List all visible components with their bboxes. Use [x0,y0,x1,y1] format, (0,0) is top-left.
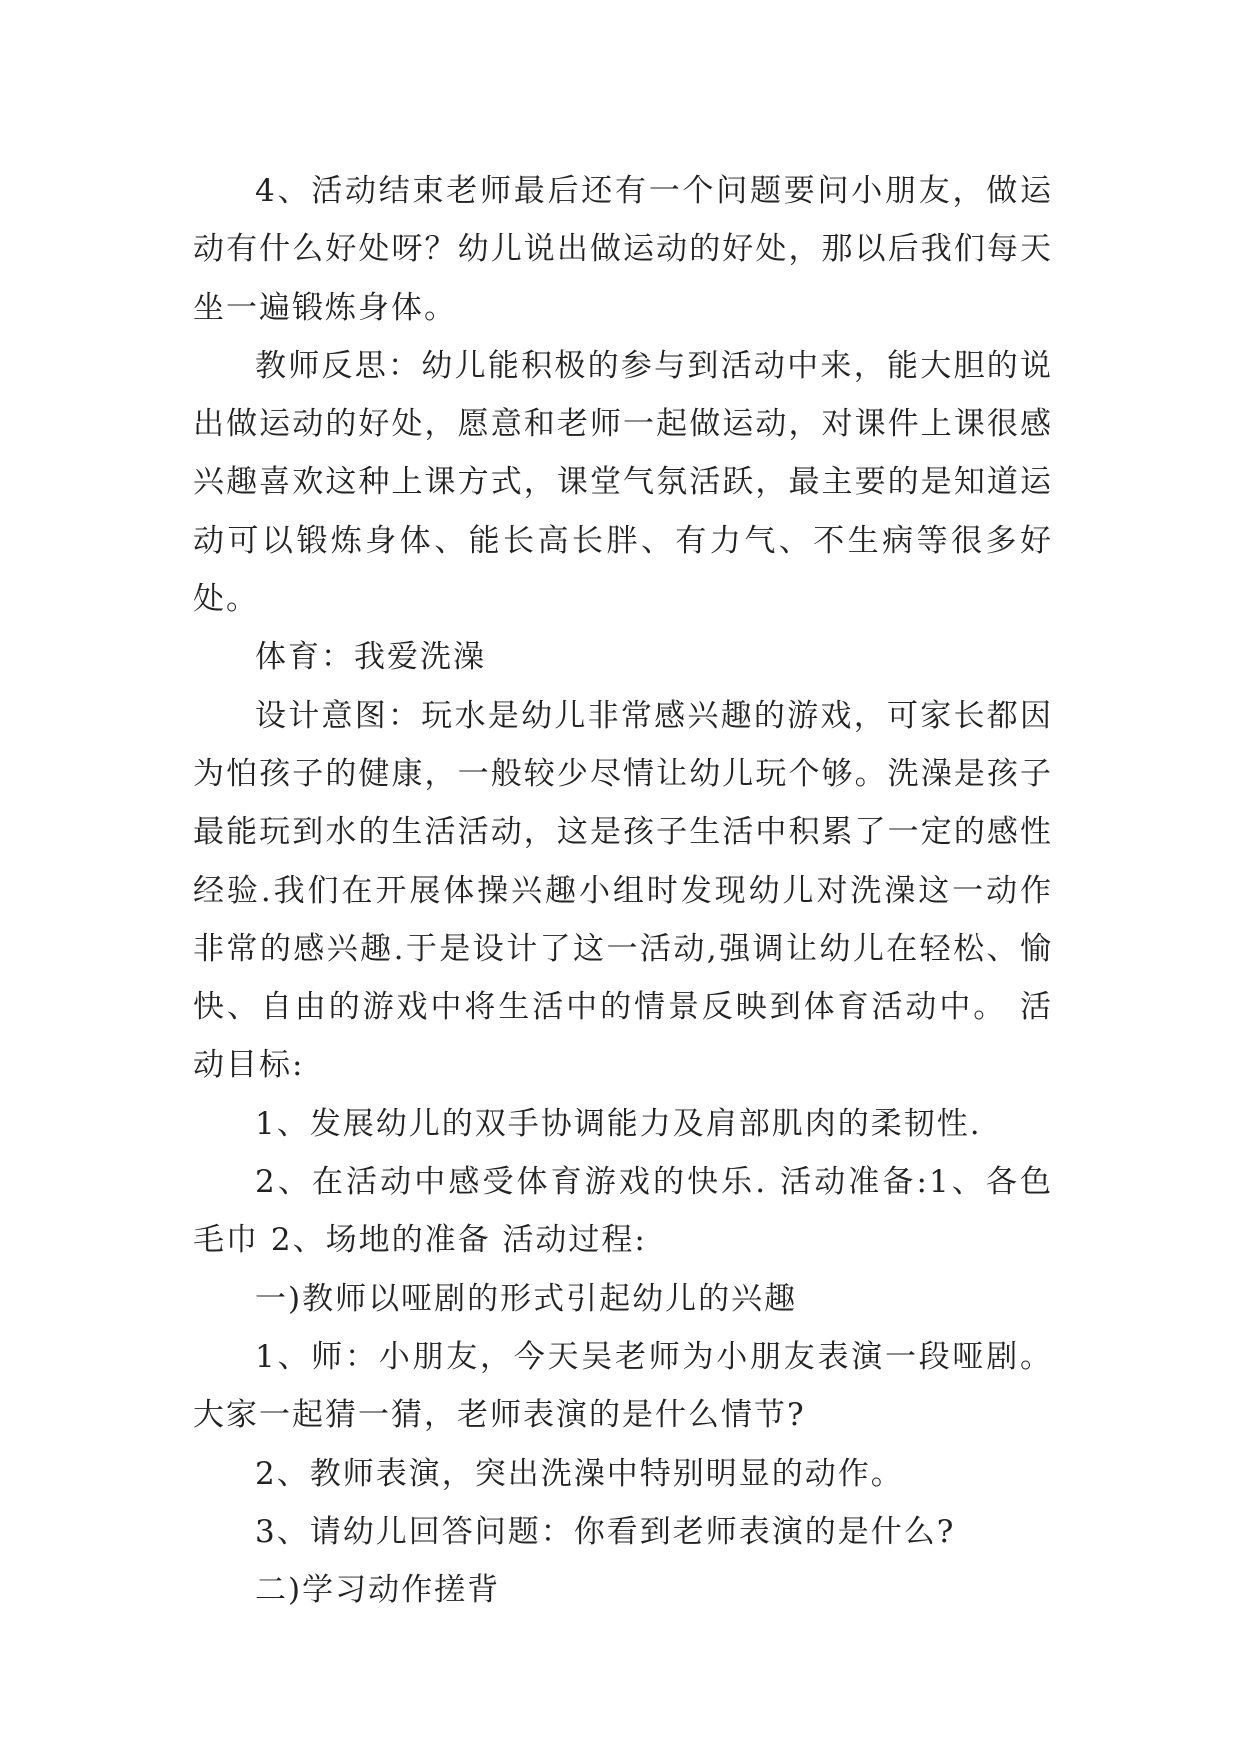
paragraph-lesson-title: 体育：我爱洗澡 [255,639,486,676]
paragraph-step-one-item-2: 2、教师表演，突出洗澡中特别明显的动作。 [255,1455,904,1492]
paragraph-teacher-reflection: 教师反思：幼儿能积极的参与到活动中来，能大胆的说出做运动的好处，愿意和老师一起做运动，对课件上课很感兴趣喜欢这种上课方式，课堂气氛活跃，最主要的是知道运动可以锻炼身体、能长高长胖、有力气、不生病等很多好处。 [193,347,1053,618]
paragraph-design-intent: 设计意图：玩水是幼儿非常感兴趣的游戏，可家长都因为怕孩子的健康，一般较少尽情让幼儿玩个够。洗澡是孩子最能玩到水的生活活动，这是孩子生活中积累了一定的感性经验.我们在开展体操兴趣小组时发现幼儿对洗澡这一动作非常的感兴趣.于是设计了这一活动,强调让幼儿在轻松、愉快、自由的游戏中将生活中的情景反映到体育活动中。 活动目标: [193,697,1053,1084]
document-body [193,162,1053,1619]
paragraph-step-one-heading: 一)教师以哑剧的形式引起幼儿的兴趣 [255,1280,798,1317]
paragraph-step-one-item-1: 1、师：小朋友，今天吴老师为小朋友表演一段哑剧。大家一起猜一猜，老师表演的是什么情节? [193,1338,1053,1434]
paragraph-goal-2-preparation: 2、在活动中感受体育游戏的快乐. 活动准备:1、各色毛巾 2、场地的准备 活动过程: [193,1164,1053,1259]
paragraph-activity-end-question: 4、活动结束老师最后还有一个问题要问小朋友，做运动有什么好处呀？幼儿说出做运动的好处，那以后我们每天坐一遍锻炼身体。 [193,173,1053,326]
paragraph-step-two-heading: 二)学习动作搓背 [255,1572,501,1609]
paragraph-goal-1: 1、发展幼儿的双手协调能力及肩部肌肉的柔韧性. [255,1105,982,1142]
paragraph-step-one-item-3: 3、请幼儿回答问题：你看到老师表演的是什么? [255,1513,956,1550]
